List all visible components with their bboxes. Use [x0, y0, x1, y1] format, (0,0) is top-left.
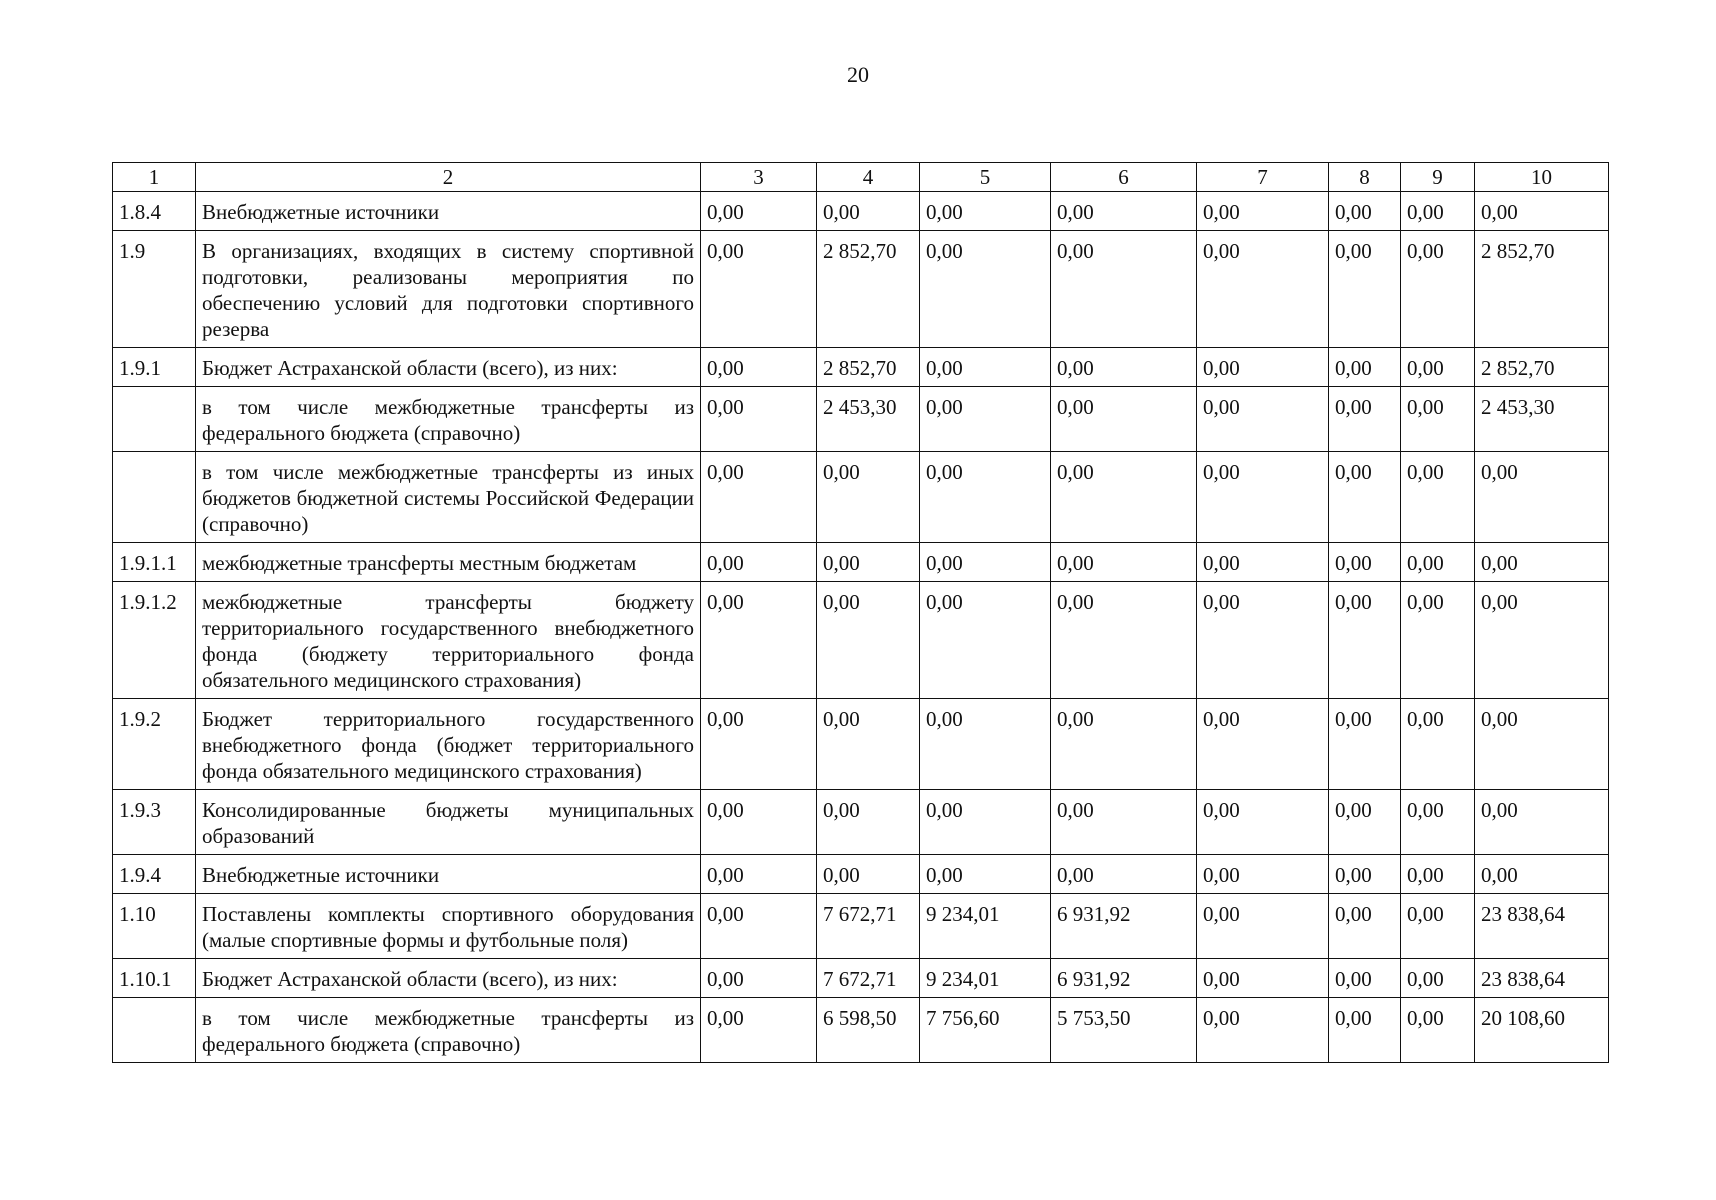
- row-name-cell: В организациях, входящих в систему спортивной подготовки, реализованы мероприятия по обеспечению условий для подготовки спортивного резерва: [196, 231, 701, 348]
- row-code-cell: 1.9.1.1: [113, 543, 196, 582]
- value-cell: 20 108,60: [1475, 998, 1609, 1063]
- column-header: 3: [701, 163, 817, 192]
- value-cell: 7 672,71: [817, 894, 920, 959]
- value-cell: 0,00: [1051, 387, 1197, 452]
- table-row: [113, 699, 1609, 790]
- value-cell: 0,00: [1051, 543, 1197, 582]
- table-row: [113, 998, 1609, 1063]
- value-cell: 0,00: [1197, 998, 1329, 1063]
- value-cell: 9 234,01: [920, 894, 1051, 959]
- value-cell: 6 598,50: [817, 998, 920, 1063]
- value-cell: 0,00: [1197, 582, 1329, 699]
- value-cell: 2 453,30: [1475, 387, 1609, 452]
- value-cell: 0,00: [920, 582, 1051, 699]
- value-cell: 0,00: [1197, 959, 1329, 998]
- value-cell: 0,00: [1401, 699, 1475, 790]
- row-code-cell: 1.9.2: [113, 699, 196, 790]
- value-cell: 0,00: [1329, 855, 1401, 894]
- value-cell: 7 756,60: [920, 998, 1051, 1063]
- value-cell: 0,00: [1401, 543, 1475, 582]
- column-header: 10: [1475, 163, 1609, 192]
- value-cell: 23 838,64: [1475, 894, 1609, 959]
- value-cell: 7 672,71: [817, 959, 920, 998]
- value-cell: 0,00: [701, 582, 817, 699]
- value-cell: 0,00: [1475, 582, 1609, 699]
- row-code-cell: 1.8.4: [113, 192, 196, 231]
- row-name-cell: Бюджет Астраханской области (всего), из них:: [196, 348, 701, 387]
- value-cell: 0,00: [701, 192, 817, 231]
- value-cell: 5 753,50: [1051, 998, 1197, 1063]
- value-cell: 0,00: [1475, 855, 1609, 894]
- value-cell: 0,00: [817, 452, 920, 543]
- value-cell: 0,00: [701, 998, 817, 1063]
- table-row: [113, 543, 1609, 582]
- column-header: 2: [196, 163, 701, 192]
- value-cell: 0,00: [1197, 855, 1329, 894]
- value-cell: 0,00: [1197, 387, 1329, 452]
- row-name-cell: Внебюджетные источники: [196, 192, 701, 231]
- value-cell: 0,00: [1329, 192, 1401, 231]
- column-header: 6: [1051, 163, 1197, 192]
- table-row: [113, 452, 1609, 543]
- value-cell: 0,00: [1329, 998, 1401, 1063]
- table-row: [113, 192, 1609, 231]
- row-code-cell: 1.9.4: [113, 855, 196, 894]
- value-cell: 0,00: [920, 699, 1051, 790]
- value-cell: 0,00: [1475, 790, 1609, 855]
- column-header: 7: [1197, 163, 1329, 192]
- value-cell: 0,00: [1197, 790, 1329, 855]
- value-cell: 0,00: [701, 959, 817, 998]
- value-cell: 0,00: [920, 192, 1051, 231]
- row-code-cell: [113, 452, 196, 543]
- value-cell: 2 852,70: [1475, 348, 1609, 387]
- value-cell: 0,00: [1051, 582, 1197, 699]
- value-cell: 0,00: [920, 348, 1051, 387]
- value-cell: 0,00: [817, 192, 920, 231]
- value-cell: 0,00: [1475, 543, 1609, 582]
- value-cell: 0,00: [1197, 192, 1329, 231]
- row-name-cell: межбюджетные трансферты бюджету территориального государственного внебюджетного фонда (бюджету территориального фонда обязательного медицинского страхования): [196, 582, 701, 699]
- value-cell: 0,00: [701, 387, 817, 452]
- value-cell: 2 852,70: [817, 348, 920, 387]
- value-cell: 0,00: [1401, 959, 1475, 998]
- value-cell: 0,00: [1475, 192, 1609, 231]
- value-cell: 0,00: [1401, 855, 1475, 894]
- value-cell: 0,00: [920, 855, 1051, 894]
- value-cell: 0,00: [920, 387, 1051, 452]
- row-code-cell: 1.10.1: [113, 959, 196, 998]
- value-cell: 0,00: [1401, 387, 1475, 452]
- value-cell: 0,00: [1401, 582, 1475, 699]
- row-name-cell: Поставлены комплекты спортивного оборудования (малые спортивные формы и футбольные поля): [196, 894, 701, 959]
- column-header: 5: [920, 163, 1051, 192]
- column-header: 9: [1401, 163, 1475, 192]
- value-cell: 0,00: [1401, 790, 1475, 855]
- value-cell: 0,00: [1329, 387, 1401, 452]
- row-code-cell: 1.9: [113, 231, 196, 348]
- value-cell: 0,00: [1329, 452, 1401, 543]
- value-cell: 0,00: [1401, 348, 1475, 387]
- table-row: [113, 790, 1609, 855]
- value-cell: 6 931,92: [1051, 959, 1197, 998]
- budget-table: [112, 162, 1609, 1063]
- header-row: [113, 163, 1609, 192]
- row-name-cell: в том числе межбюджетные трансферты из иных бюджетов бюджетной системы Российской Федерации (справочно): [196, 452, 701, 543]
- value-cell: 0,00: [701, 452, 817, 543]
- value-cell: 0,00: [1329, 790, 1401, 855]
- value-cell: 0,00: [817, 543, 920, 582]
- table-row: [113, 348, 1609, 387]
- row-code-cell: 1.9.1: [113, 348, 196, 387]
- value-cell: 0,00: [817, 790, 920, 855]
- row-name-cell: межбюджетные трансферты местным бюджетам: [196, 543, 701, 582]
- table-row: [113, 231, 1609, 348]
- value-cell: 0,00: [1197, 348, 1329, 387]
- value-cell: 0,00: [701, 855, 817, 894]
- value-cell: 6 931,92: [1051, 894, 1197, 959]
- value-cell: 0,00: [701, 543, 817, 582]
- table-row: [113, 855, 1609, 894]
- value-cell: 0,00: [1051, 699, 1197, 790]
- value-cell: 0,00: [1197, 699, 1329, 790]
- value-cell: 0,00: [1475, 699, 1609, 790]
- table-row: [113, 894, 1609, 959]
- row-code-cell: [113, 998, 196, 1063]
- value-cell: 0,00: [1197, 452, 1329, 543]
- table-row: [113, 959, 1609, 998]
- value-cell: 0,00: [1329, 894, 1401, 959]
- value-cell: 2 453,30: [817, 387, 920, 452]
- value-cell: 0,00: [1329, 582, 1401, 699]
- table-body: [113, 192, 1609, 1063]
- row-code-cell: 1.9.1.2: [113, 582, 196, 699]
- value-cell: 0,00: [1197, 894, 1329, 959]
- value-cell: 0,00: [1329, 231, 1401, 348]
- value-cell: 0,00: [701, 699, 817, 790]
- value-cell: 0,00: [1051, 192, 1197, 231]
- row-name-cell: в том числе межбюджетные трансферты из федерального бюджета (справочно): [196, 387, 701, 452]
- value-cell: 0,00: [920, 790, 1051, 855]
- column-header: 1: [113, 163, 196, 192]
- value-cell: 0,00: [817, 699, 920, 790]
- value-cell: 0,00: [1401, 894, 1475, 959]
- row-code-cell: [113, 387, 196, 452]
- row-name-cell: Внебюджетные источники: [196, 855, 701, 894]
- value-cell: 0,00: [701, 790, 817, 855]
- value-cell: 2 852,70: [1475, 231, 1609, 348]
- value-cell: 0,00: [701, 231, 817, 348]
- row-name-cell: в том числе межбюджетные трансферты из федерального бюджета (справочно): [196, 998, 701, 1063]
- row-name-cell: Бюджет Астраханской области (всего), из них:: [196, 959, 701, 998]
- value-cell: 0,00: [1197, 231, 1329, 348]
- value-cell: 0,00: [701, 348, 817, 387]
- value-cell: 0,00: [920, 543, 1051, 582]
- column-header: 4: [817, 163, 920, 192]
- value-cell: 0,00: [817, 582, 920, 699]
- value-cell: 0,00: [1329, 543, 1401, 582]
- row-name-cell: Бюджет территориального государственного внебюджетного фонда (бюджет территориального фонда обязательного медицинского страхования): [196, 699, 701, 790]
- value-cell: 0,00: [1401, 452, 1475, 543]
- value-cell: 0,00: [817, 855, 920, 894]
- value-cell: 0,00: [1329, 348, 1401, 387]
- value-cell: 0,00: [701, 894, 817, 959]
- value-cell: 0,00: [920, 452, 1051, 543]
- value-cell: 9 234,01: [920, 959, 1051, 998]
- table-row: [113, 582, 1609, 699]
- value-cell: 0,00: [1051, 348, 1197, 387]
- value-cell: 0,00: [1329, 959, 1401, 998]
- table-row: [113, 387, 1609, 452]
- value-cell: 0,00: [1051, 790, 1197, 855]
- row-code-cell: 1.9.3: [113, 790, 196, 855]
- value-cell: 0,00: [1475, 452, 1609, 543]
- value-cell: 0,00: [1401, 998, 1475, 1063]
- value-cell: 0,00: [1197, 543, 1329, 582]
- value-cell: 0,00: [1401, 192, 1475, 231]
- value-cell: 23 838,64: [1475, 959, 1609, 998]
- value-cell: 0,00: [1329, 699, 1401, 790]
- column-header: 8: [1329, 163, 1401, 192]
- value-cell: 0,00: [920, 231, 1051, 348]
- value-cell: 0,00: [1051, 855, 1197, 894]
- value-cell: 0,00: [1051, 452, 1197, 543]
- value-cell: 0,00: [1401, 231, 1475, 348]
- value-cell: 2 852,70: [817, 231, 920, 348]
- row-name-cell: Консолидированные бюджеты муниципальных образований: [196, 790, 701, 855]
- page-number: 20: [847, 62, 869, 87]
- value-cell: 0,00: [1051, 231, 1197, 348]
- row-code-cell: 1.10: [113, 894, 196, 959]
